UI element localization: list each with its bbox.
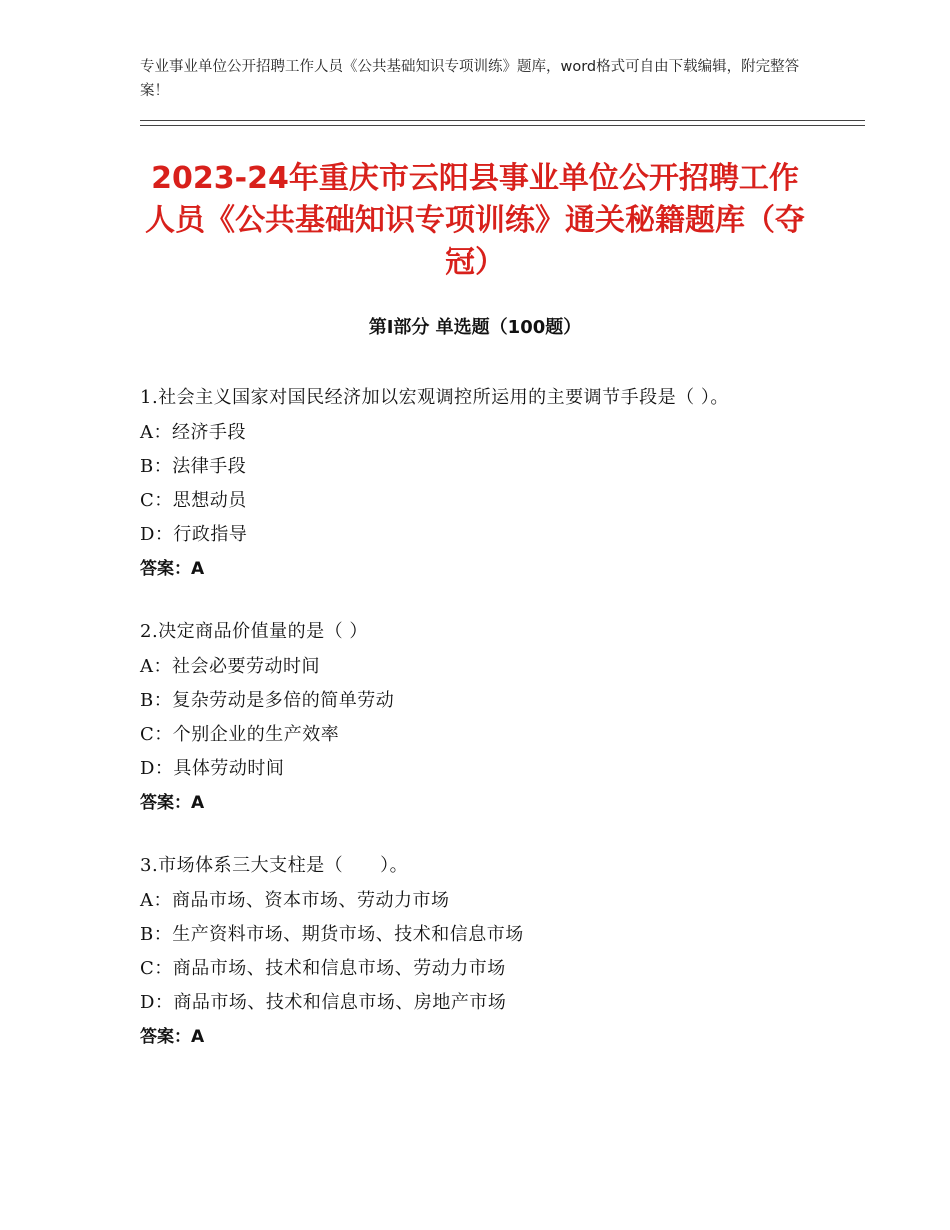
question-1 [140,382,820,586]
document-title: 2023-24年重庆市云阳县事业单位公开招聘工作人员《公共基础知识专项训练》通关秘籍题库（夺冠） [145,161,805,280]
option-c: C：商品市场、技术和信息市场、劳动力市场 [140,958,506,979]
option-a: A：经济手段 [140,422,246,443]
option-b: B：法律手段 [140,456,247,477]
question-stem: 1.社会主义国家对国民经济加以宏观调控所运用的主要调节手段是（ ）。 [140,387,729,408]
question-list [140,382,820,1084]
option-d: D：行政指导 [140,524,248,545]
option-d: D：具体劳动时间 [140,758,285,779]
header-divider [140,120,865,126]
option-a: A：商品市场、资本市场、劳动力市场 [140,890,450,911]
answer: 答案：A [140,1027,205,1047]
header-note: 专业事业单位公开招聘工作人员《公共基础知识专项训练》题库，word格式可自由下载编辑，附完整答案！ [140,59,800,99]
answer: 答案：A [140,559,205,579]
question-stem: 2.决定商品价值量的是（ ） [140,621,368,642]
option-b: B：生产资料市场、期货市场、技术和信息市场 [140,924,524,945]
option-b: B：复杂劳动是多倍的简单劳动 [140,690,395,711]
answer: 答案：A [140,793,205,813]
section-title: 第I部分 单选题（100题） [368,317,582,338]
option-a: A：社会必要劳动时间 [140,656,320,677]
option-c: C：个别企业的生产效率 [140,724,340,745]
option-d: D：商品市场、技术和信息市场、房地产市场 [140,992,507,1013]
option-c: C：思想动员 [140,490,247,511]
question-2 [140,616,820,820]
question-stem: 3.市场体系三大支柱是（ ）。 [140,855,409,876]
question-3 [140,850,820,1054]
